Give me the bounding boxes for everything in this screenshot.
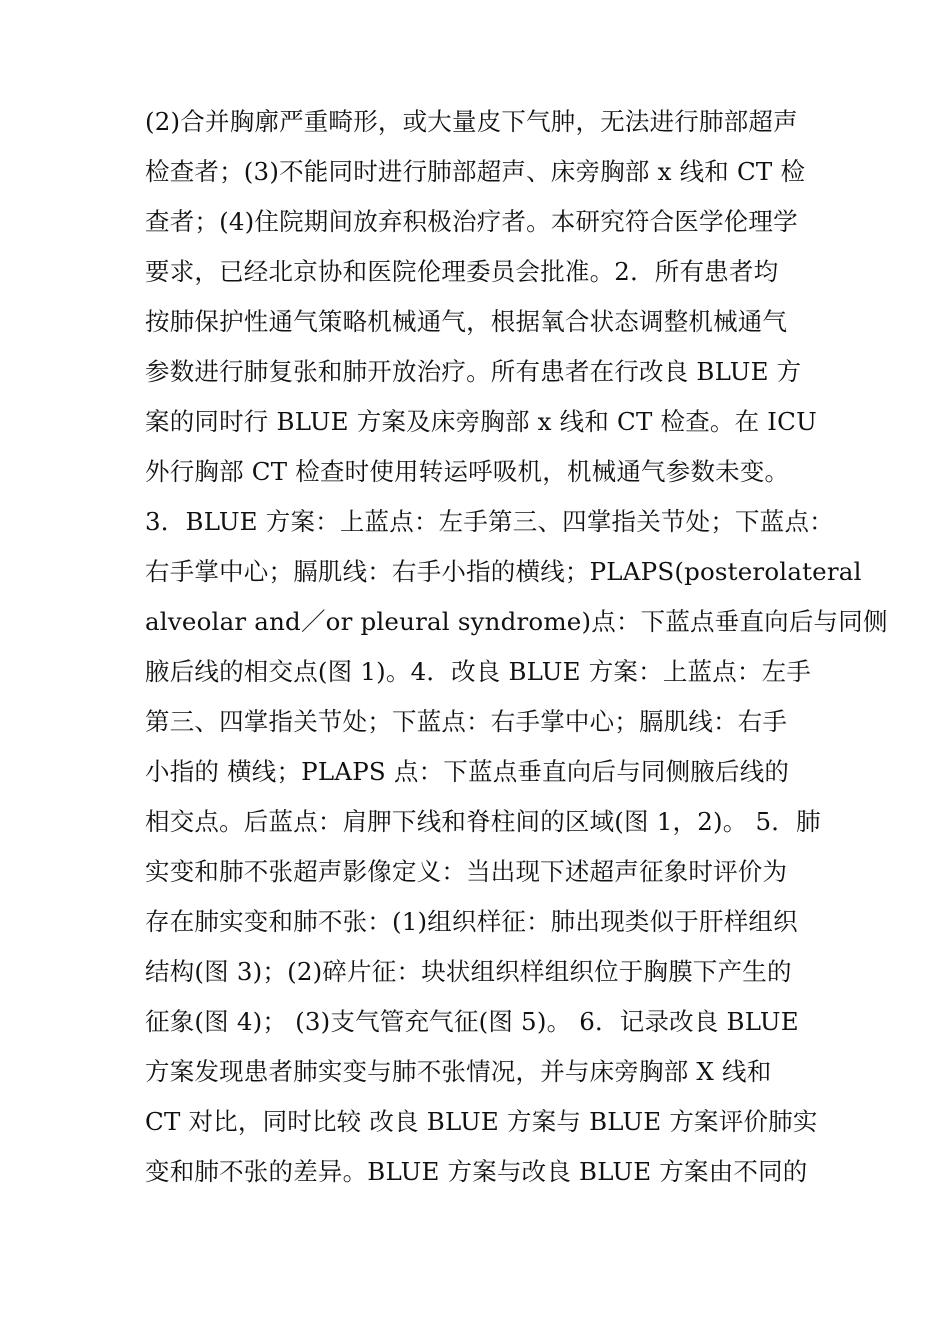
- text-line: 征象(图 4)； (3)支气管充气征(图 5)。 6．记录改良 BLUE: [145, 1007, 799, 1036]
- text-line: (2)合并胸廓严重畸形，或大量皮下气肿，无法进行肺部超声: [145, 107, 798, 136]
- text-line: 查者；(4)住院期间放弃积极治疗者。本研究符合医学伦理学: [145, 207, 798, 236]
- text-line: 按肺保护性通气策略机械通气，根据氧合状态调整机械通气: [145, 307, 788, 336]
- text-line: 第三、四掌指关节处；下蓝点：右手掌中心；膈肌线：右手: [145, 707, 788, 736]
- text-line: 案的同时行 BLUE 方案及床旁胸部 x 线和 CT 检查。在 ICU: [145, 407, 817, 436]
- text-line: 参数进行肺复张和肺开放治疗。所有患者在行改良 BLUE 方: [145, 357, 802, 386]
- text-line: alveolar and／or pleural syndrome)点：下蓝点垂直向后与同侧: [145, 607, 888, 636]
- text-line: 存在肺实变和肺不张：(1)组织样征：肺出现类似于肝样组织: [145, 907, 798, 936]
- text-line: 腋后线的相交点(图 1)。4．改良 BLUE 方案：上蓝点：左手: [145, 657, 812, 686]
- text-line: 右手掌中心；膈肌线：右手小指的横线；PLAPS(posterolateral: [145, 557, 862, 586]
- text-line: 方案发现患者肺实变与肺不张情况，并与床旁胸部 X 线和: [145, 1057, 772, 1086]
- text-line: 实变和肺不张超声影像定义：当出现下述超声征象时评价为: [145, 857, 788, 886]
- text-line: 变和肺不张的差异。BLUE 方案与改良 BLUE 方案由不同的: [145, 1157, 808, 1186]
- text-line: CT 对比，同时比较 改良 BLUE 方案与 BLUE 方案评价肺实: [145, 1107, 818, 1136]
- text-line: 要求，已经北京协和医院伦理委员会批准。2．所有患者均: [145, 257, 779, 286]
- text-line: 相交点。后蓝点：肩胛下线和脊柱间的区域(图 1，2)。 5．肺: [145, 807, 821, 836]
- text-line: 外行胸部 CT 检查时使用转运呼吸机，机械通气参数未变。: [145, 457, 790, 486]
- body-text: [145, 97, 888, 1197]
- text-line: 检查者；(3)不能同时进行肺部超声、床旁胸部 x 线和 CT 检: [145, 157, 806, 186]
- text-line: 3．BLUE 方案：上蓝点：左手第三、四掌指关节处；下蓝点：: [145, 507, 834, 536]
- text-line: 结构(图 3)；(2)碎片征：块状组织样组织位于胸膜下产生的: [145, 957, 792, 986]
- text-line: 小指的 横线；PLAPS 点：下蓝点垂直向后与同侧腋后线的: [145, 757, 790, 786]
